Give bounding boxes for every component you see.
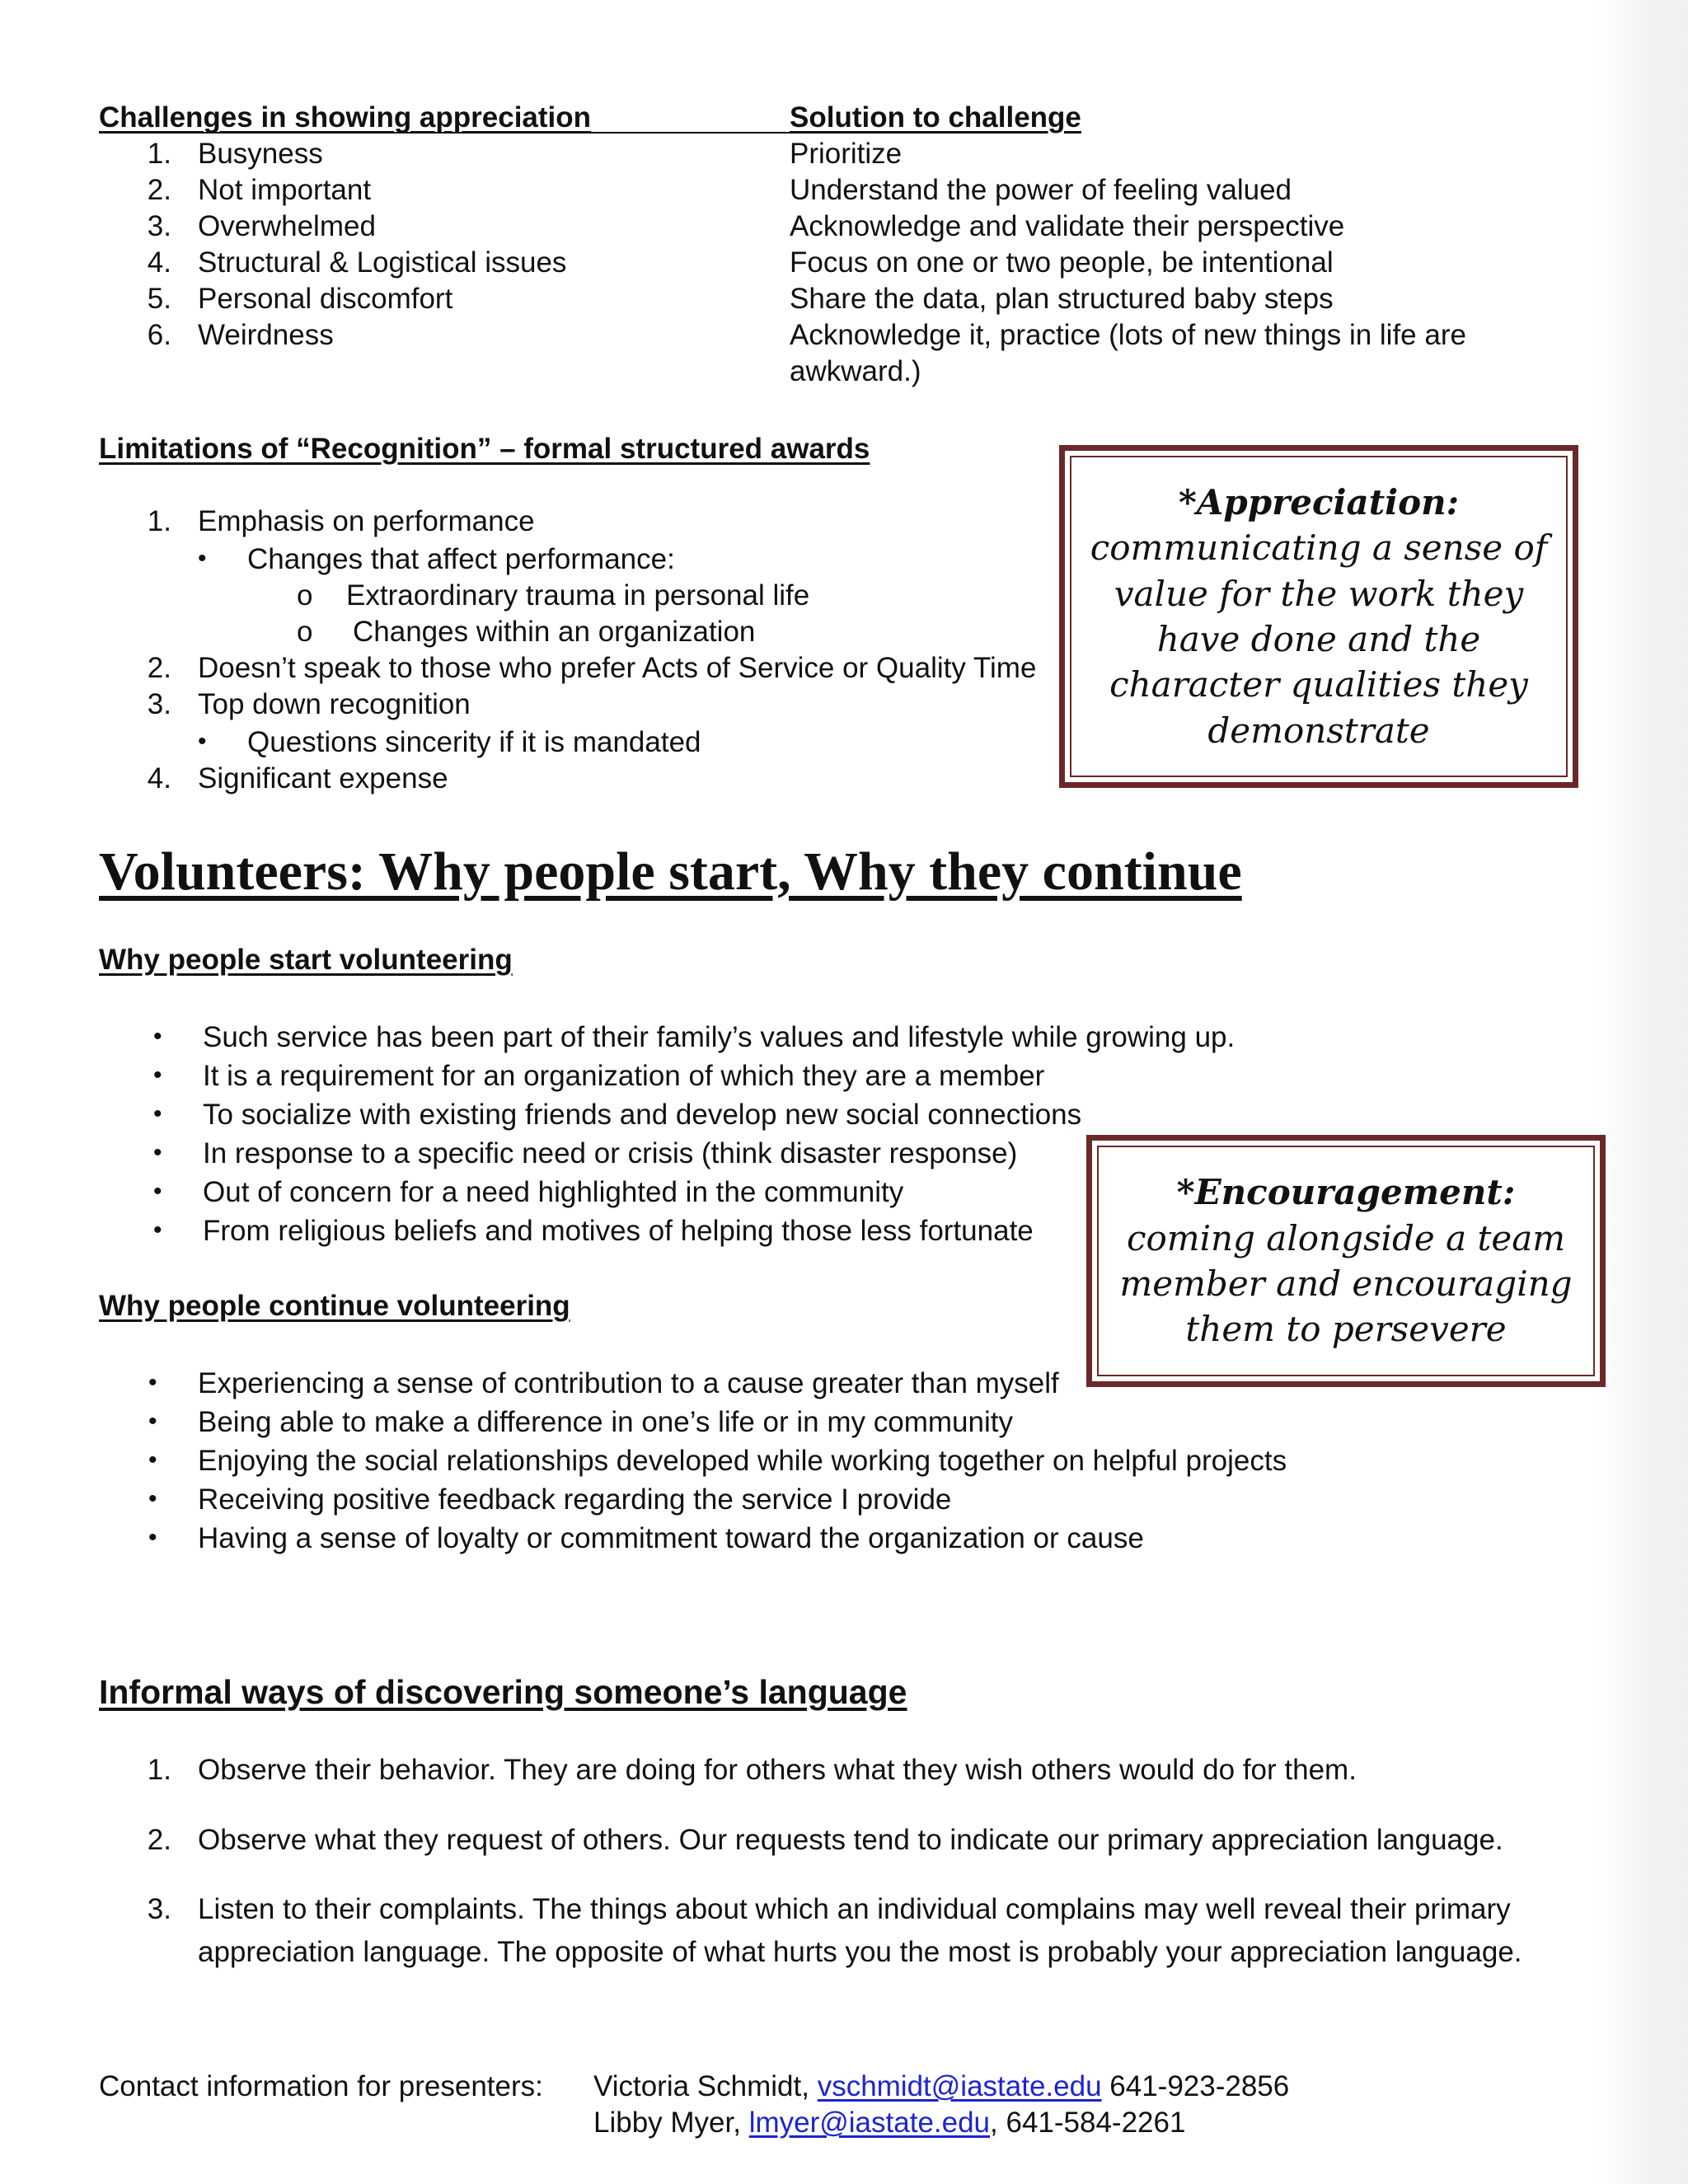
solutions-header: Solution to challenge: [790, 101, 1081, 134]
list-number: 2.: [147, 652, 171, 684]
contact-line-1: [593, 2069, 1289, 2104]
encouragement-callout-box: [1086, 1135, 1606, 1387]
challenges-header: Challenges in showing appreciation: [99, 101, 592, 134]
list-item: Experiencing a sense of contribution to a cause greater than myself: [198, 1367, 1059, 1399]
list-number: 3.: [147, 688, 171, 720]
volunteers-title: Volunteers: Why people start, Why they continue: [99, 841, 1242, 902]
bullet-icon: •: [198, 728, 207, 755]
phone-number: , 641-584-2261: [990, 2107, 1186, 2139]
list-item: Emphasis on performance: [198, 505, 535, 537]
appreciation-box-line: value for the work they: [1114, 573, 1524, 614]
solution-text: Share the data, plan structured baby steps: [790, 283, 1334, 315]
bullet-icon: •: [153, 1216, 162, 1244]
row-number: 2.: [147, 174, 171, 206]
bullet-icon: •: [148, 1524, 157, 1551]
bullet-icon: •: [198, 545, 207, 572]
contact-label: Contact information for presenters:: [99, 2070, 543, 2102]
challenge-text: Structural & Logistical issues: [198, 246, 567, 279]
appreciation-box-line: communicating a sense of: [1090, 527, 1548, 569]
bullet-icon: •: [153, 1062, 162, 1089]
circle-bullet-icon: o: [297, 616, 313, 648]
row-number: 6.: [147, 319, 171, 351]
challenge-text: Personal discomfort: [198, 283, 453, 315]
informal-heading: Informal ways of discovering someone’s language: [99, 1673, 907, 1711]
challenge-text: Weirdness: [198, 319, 334, 351]
appreciation-box-line: have done and the: [1156, 619, 1481, 659]
email-link[interactable]: lmyer@iastate.edu: [748, 2107, 991, 2139]
solution-text: Prioritize: [790, 138, 903, 170]
row-number: 4.: [147, 246, 171, 279]
list-item: Significant expense: [198, 762, 448, 794]
appreciation-box-title: *Appreciation:: [1178, 481, 1460, 523]
list-item: Top down recognition: [198, 688, 471, 720]
header-underline-fill: [99, 132, 790, 134]
presenter-name: Victoria Schmidt,: [593, 2070, 818, 2102]
phone-number: 641-923-2856: [1101, 2070, 1290, 2102]
bullet-icon: •: [153, 1139, 162, 1166]
list-item: It is a requirement for an organization of which they are a member: [203, 1060, 1045, 1092]
list-item: Observe their behavior. They are doing for others what they wish others would do for them.: [198, 1754, 1357, 1786]
list-item: To socialize with existing friends and develop new social connections: [203, 1099, 1082, 1131]
row-number: 1.: [147, 138, 171, 170]
appreciation-box-line: demonstrate: [1207, 710, 1430, 751]
solution-text: Understand the power of feeling valued: [790, 174, 1292, 206]
bullet-icon: •: [153, 1178, 162, 1205]
bullet-icon: •: [148, 1446, 157, 1474]
list-number: 3.: [147, 1893, 171, 1925]
list-item: Observe what they request of others. Our requests tend to indicate our primary appreciation language.: [198, 1824, 1503, 1856]
limitations-heading: Limitations of “Recognition” – formal structured awards: [99, 433, 870, 465]
challenge-text: Not important: [198, 174, 372, 206]
list-number: 1.: [147, 505, 171, 537]
contact-line-2: [593, 2106, 1185, 2140]
solution-text: Acknowledge it, practice (lots of new things in life are: [790, 319, 1466, 351]
challenge-text: Overwhelmed: [198, 210, 376, 242]
list-number: 2.: [147, 1824, 171, 1856]
list-item: Receiving positive feedback regarding the service I provide: [198, 1483, 952, 1516]
appreciation-callout-box: [1059, 445, 1578, 788]
appreciation-box-line: character qualities they: [1109, 664, 1528, 705]
solution-text: Focus on one or two people, be intentional: [790, 246, 1334, 279]
solution-text: Acknowledge and validate their perspective: [790, 210, 1345, 242]
list-item-continued: appreciation language. The opposite of what hurts you the most is probably your appreciation language.: [198, 1936, 1522, 1968]
list-item: Enjoying the social relationships developed while working together on helpful projects: [198, 1445, 1287, 1477]
continue-heading: Why people continue volunteering: [99, 1290, 570, 1322]
list-number: 1.: [147, 1754, 171, 1786]
row-number: 3.: [147, 210, 171, 242]
bullet-icon: •: [153, 1100, 162, 1127]
page-edge-shading: [1595, 0, 1688, 2184]
email-link[interactable]: vschmidt@iastate.edu: [817, 2070, 1102, 2102]
list-number: 4.: [147, 762, 171, 794]
list-item: Being able to make a difference in one’s life or in my community: [198, 1406, 1013, 1438]
list-item: Out of concern for a need highlighted in the community: [203, 1176, 904, 1208]
bullet-icon: •: [153, 1023, 162, 1050]
bullet-icon: •: [148, 1408, 157, 1435]
encouragement-box-title: *Encouragement:: [1176, 1172, 1516, 1213]
list-subitem: Changes that affect performance:: [247, 543, 675, 575]
circle-bullet-icon: o: [297, 579, 313, 612]
challenge-text: Busyness: [198, 138, 323, 170]
encouragement-box-line: coming alongside a team: [1126, 1217, 1566, 1258]
row-number: 5.: [147, 283, 171, 315]
encouragement-box-line: member and encouraging: [1119, 1263, 1573, 1304]
list-item: Such service has been part of their family’s values and lifestyle while growing up.: [203, 1021, 1236, 1053]
list-item: Doesn’t speak to those who prefer Acts of Service or Quality Time: [198, 652, 1037, 684]
bullet-icon: •: [148, 1485, 157, 1512]
list-subsubitem: Extraordinary trauma in personal life: [346, 579, 810, 612]
bullet-icon: •: [148, 1369, 157, 1396]
list-item: In response to a specific need or crisis (think disaster response): [203, 1137, 1018, 1169]
list-item: From religious beliefs and motives of helping those less fortunate: [203, 1215, 1034, 1247]
list-item: Having a sense of loyalty or commitment toward the organization or cause: [198, 1522, 1144, 1554]
presenter-name: Libby Myer,: [593, 2107, 749, 2139]
start-heading: Why people start volunteering: [99, 944, 513, 976]
encouragement-box-line: them to persevere: [1185, 1309, 1507, 1350]
list-subsubitem: Changes within an organization: [353, 616, 756, 648]
solution-text-continued: awkward.): [790, 355, 921, 387]
list-subitem: Questions sincerity if it is mandated: [247, 726, 701, 758]
list-item: Listen to their complaints. The things about which an individual complains may well reveal their primary: [198, 1893, 1511, 1925]
